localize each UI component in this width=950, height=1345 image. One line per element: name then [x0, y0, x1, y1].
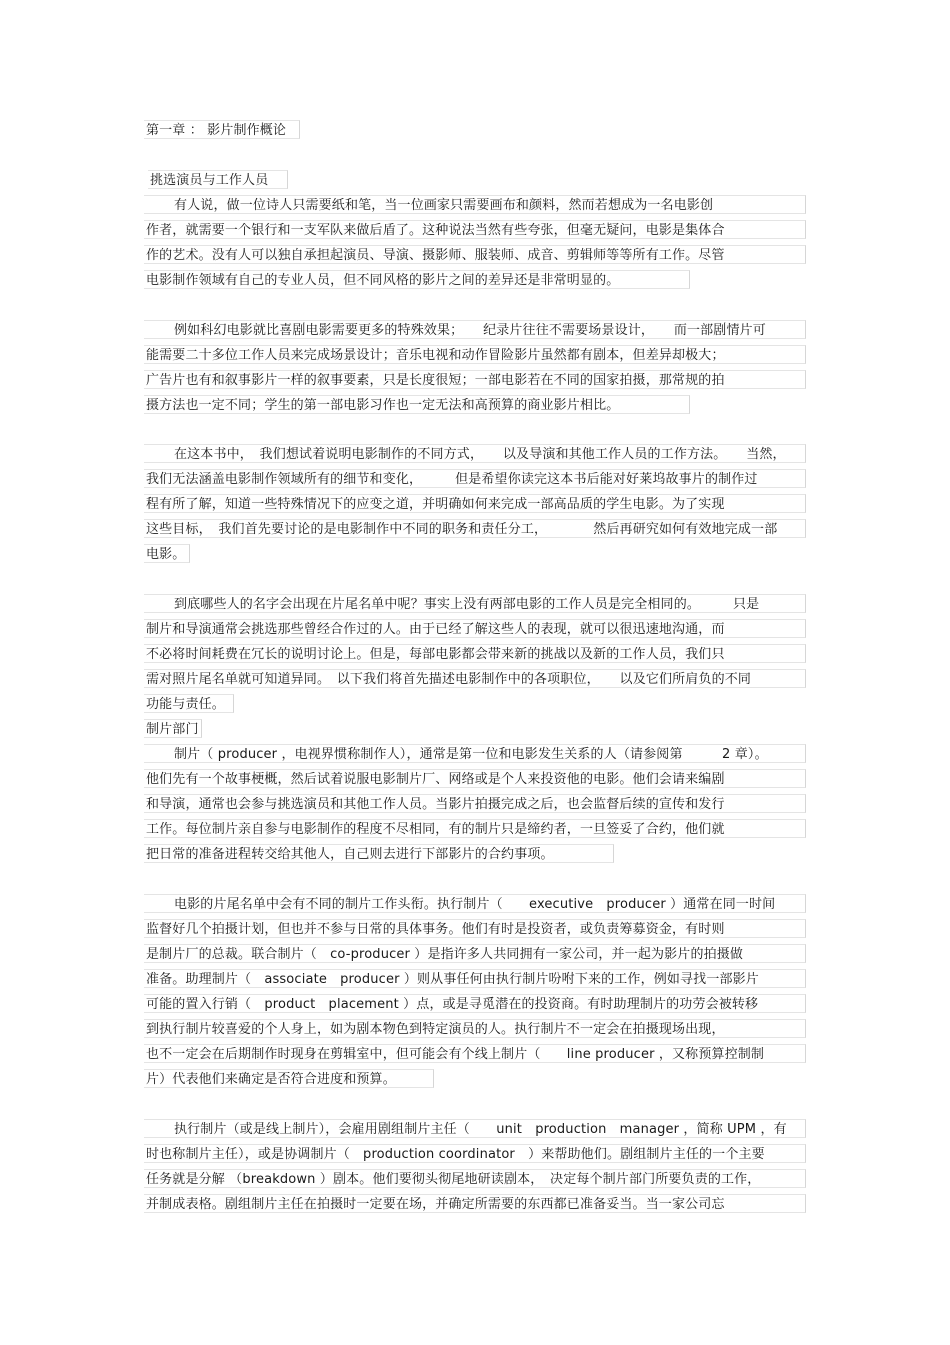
chapter-title: 第一章 ： 影片制作概论: [144, 120, 300, 139]
paragraph-line: 并制成表格。剧组制片主任在拍摄时一定要在场，并确定所需要的东西都已准备妥当。当一家公司忘: [144, 1194, 806, 1213]
paragraph-line: 执行制片（或是线上制片），会雇用剧组制片主任（ unit production manager ，简称 UPM ，有: [144, 1119, 806, 1138]
paragraph-line: 在这本书中， 我们想试着说明电影制作的不同方式， 以及导演和其他工作人员的工作方法。 当然，: [144, 444, 806, 463]
paragraph-line: 和导演，通常也会参与挑选演员和其他工作人员。当影片拍摄完成之后，也会监督后续的宣传和发行: [144, 794, 806, 813]
paragraph-line: 准备。助理制片（ associate producer ）则从事任何由执行制片吩咐下来的工作，例如寻找一部影片: [144, 969, 806, 988]
paragraph-line: 摄方法也一定不同；学生的第一部电影习作也一定无法和高预算的商业影片相比。: [144, 395, 690, 414]
subsection-title: 制片部门: [144, 719, 202, 738]
paragraph-line: 例如科幻电影就比喜剧电影需要更多的特殊效果； 纪录片往往不需要场景设计， 而一部剧情片可: [144, 320, 806, 339]
paragraph-line: 作的艺术。没有人可以独自承担起演员、导演、摄影师、服装师、成音、剪辑师等等所有工作。尽管: [144, 245, 806, 264]
paragraph-line: 片）代表他们来确定是否符合进度和预算。: [144, 1069, 434, 1088]
paragraph-line: 电影制作领域有自己的专业人员，但不同风格的影片之间的差异还是非常明显的。: [144, 270, 690, 289]
paragraph-line: 制片（ producer ，电视界惯称制作人），通常是第一位和电影发生关系的人（请参阅第 2 章）。: [144, 744, 806, 763]
paragraph-line: 任务就是分解 （breakdown ）剧本。他们要彻头彻尾地研读剧本， 决定每个制片部门所要负责的工作，: [144, 1169, 806, 1188]
paragraph-line: 电影。: [144, 544, 190, 563]
paragraph-line: 到执行制片较喜爱的个人身上，如为剧本物色到特定演员的人。执行制片不一定会在拍摄现场出现，: [144, 1019, 806, 1038]
paragraph-line: 作者，就需要一个银行和一支军队来做后盾了。这种说法当然有些夸张，但毫无疑问，电影是集体合: [144, 220, 806, 239]
paragraph-line: 电影的片尾名单中会有不同的制片工作头衔。执行制片（ executive producer ）通常在同一时间: [144, 894, 806, 913]
paragraph-line: 可能的置入行销（ product placement ）点，或是寻觅潜在的投资商。有时助理制片的功劳会被转移: [144, 994, 806, 1013]
paragraph-line: 到底哪些人的名字会出现在片尾名单中呢？事实上没有两部电影的工作人员是完全相同的。 只是: [144, 594, 806, 613]
paragraph-line: 广告片也有和叙事影片一样的叙事要素，只是长度很短；一部电影若在不同的国家拍摄，那常规的拍: [144, 370, 806, 389]
paragraph-line: 这些目标， 我们首先要讨论的是电影制作中不同的职务和责任分工， 然后再研究如何有效地完成一部: [144, 519, 806, 538]
section-title: 挑选演员与工作人员: [148, 170, 288, 189]
paragraph-line: 也不一定会在后期制作时现身在剪辑室中，但可能会有个线上制片（ line producer ，又称预算控制制: [144, 1044, 806, 1063]
paragraph-line: 功能与责任。: [144, 694, 234, 713]
paragraph-line: 我们无法涵盖电影制作领域所有的细节和变化， 但是希望你读完这本书后能对好莱坞故事片的制作过: [144, 469, 806, 488]
paragraph-line: 程有所了解，知道一些特殊情况下的应变之道，并明确如何来完成一部高品质的学生电影。为了实现: [144, 494, 806, 513]
paragraph-line: 不必将时间耗费在冗长的说明讨论上。但是，每部电影都会带来新的挑战以及新的工作人员，我们只: [144, 644, 806, 663]
paragraph-line: 需对照片尾名单就可知道异同。 以下我们将首先描述电影制作中的各项职位， 以及它们所肩负的不同: [144, 669, 806, 688]
paragraph-line: 是制片厂的总裁。联合制片（ co-producer ）是指许多人共同拥有一家公司，并一起为影片的拍摄做: [144, 944, 806, 963]
paragraph-line: 他们先有一个故事梗概，然后试着说服电影制片厂、网络或是个人来投资他的电影。他们会请来编剧: [144, 769, 806, 788]
paragraph-line: 能需要二十多位工作人员来完成场景设计；音乐电视和动作冒险影片虽然都有剧本，但差异却极大；: [144, 345, 806, 364]
paragraph-line: 工作。每位制片亲自参与电影制作的程度不尽相同，有的制片只是缔约者，一旦签妥了合约，他们就: [144, 819, 806, 838]
paragraph-line: 制片和导演通常会挑选那些曾经合作过的人。由于已经了解这些人的表现，就可以很迅速地沟通，而: [144, 619, 806, 638]
paragraph-line: 监督好几个拍摄计划，但也并不参与日常的具体事务。他们有时是投资者，或负责筹募资金，有时则: [144, 919, 806, 938]
paragraph-line: 时也称制片主任），或是协调制片（ production coordinator ）来帮助他们。剧组制片主任的一个主要: [144, 1144, 806, 1163]
paragraph-line: 把日常的准备进程转交给其他人，自己则去进行下部影片的合约事项。: [144, 844, 614, 863]
paragraph-line: 有人说，做一位诗人只需要纸和笔，当一位画家只需要画布和颜料，然而若想成为一名电影创: [144, 195, 806, 214]
